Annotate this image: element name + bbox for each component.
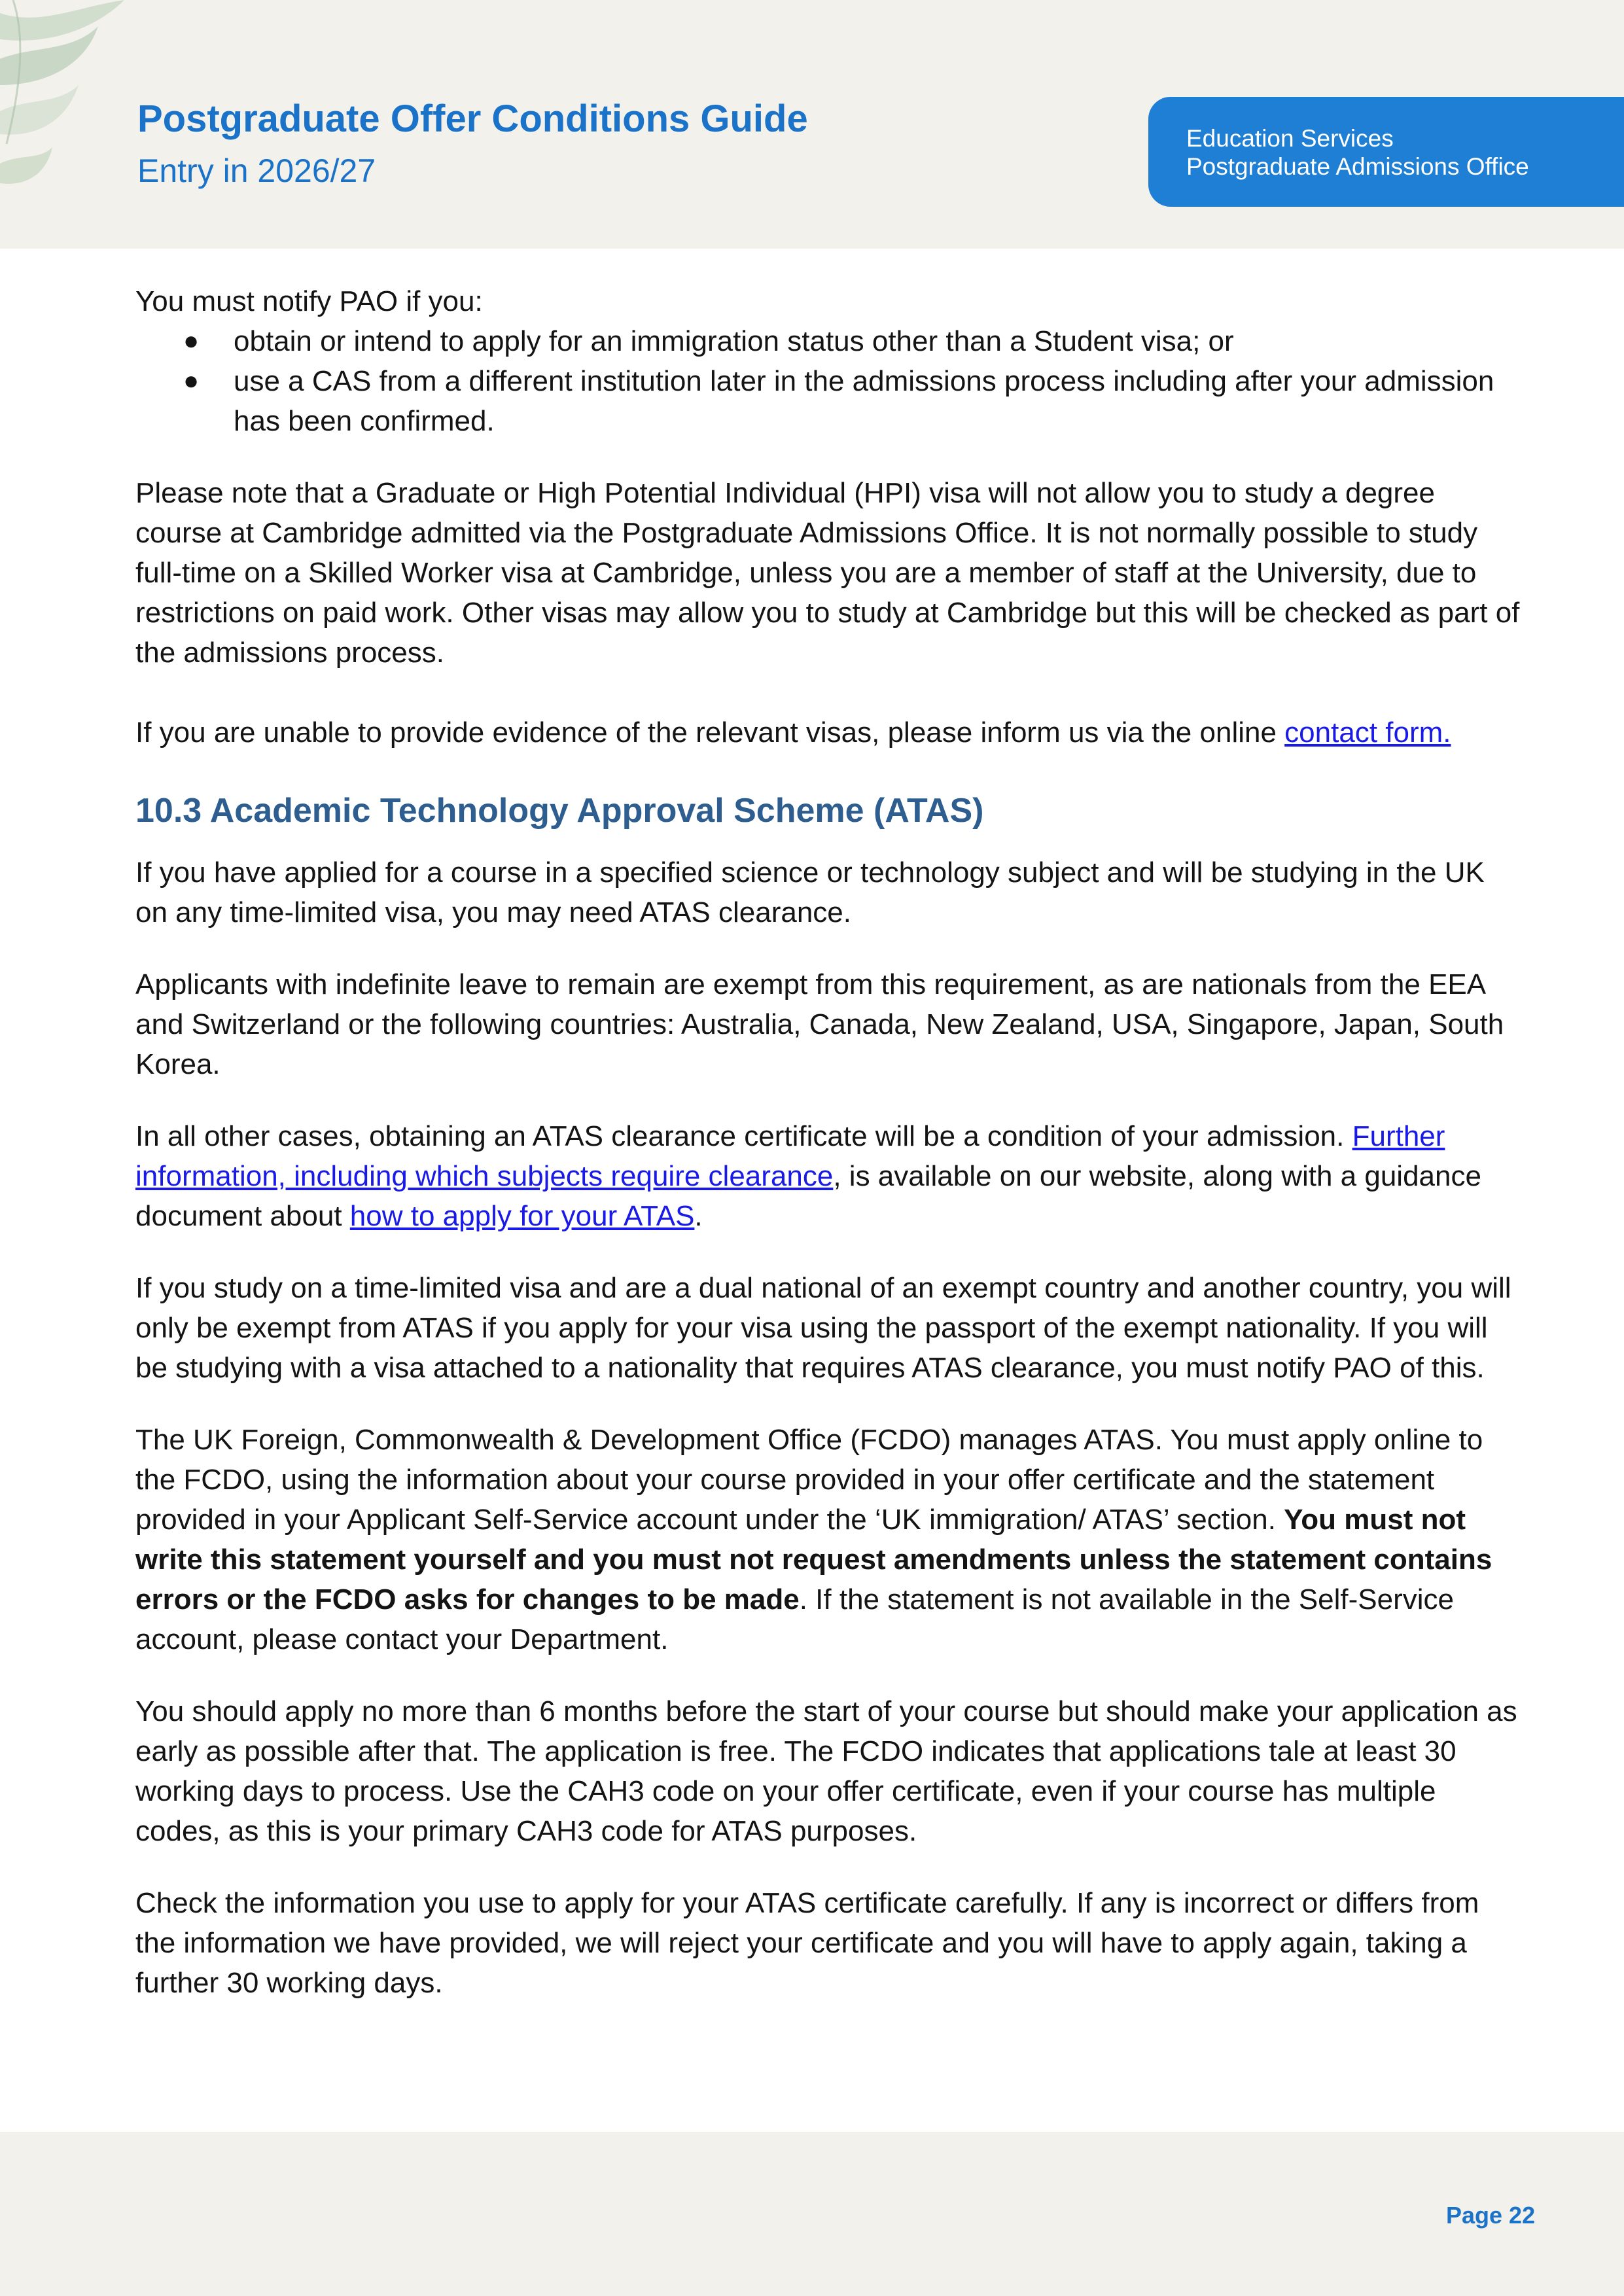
list-item-text: use a CAS from a different institution later in the admissions process including after your admission has been confirmed. — [234, 365, 1494, 437]
timing-paragraph: You should apply no more than 6 months before the start of your course but should make your application as early as possible after that. The application is free. The FCDO indicates that applications tale at least 30 working days to process. Use the CAH3 code on your offer certificate, even if your course has multiple codes, as this is your primary CAH3 code for ATAS purposes. — [135, 1695, 1517, 1847]
office-tab — [1148, 97, 1624, 207]
condition-paragraph — [135, 1116, 1523, 1236]
exemption-paragraph: Applicants with indefinite leave to remain are exempt from this requirement, as are nationals from the EEA and Switzerland or the following countries: Australia, Canada, New Zealand, USA, Singapore, Japan, South Korea. — [135, 968, 1504, 1080]
office-line-services: Education Services — [1186, 125, 1394, 152]
list-item-text: obtain or intend to apply for an immigration status other than a Student visa; or — [234, 325, 1234, 357]
evidence-text: If you are unable to provide evidence of the relevant visas, please inform us via the online — [135, 716, 1285, 749]
section-heading-atas: 10.3 Academic Technology Approval Scheme (ATAS) — [135, 792, 984, 830]
footer-band — [0, 2132, 1624, 2296]
bullet-icon: ● — [183, 327, 200, 355]
how-to-apply-link[interactable]: how to apply for your ATAS — [349, 1200, 695, 1232]
further-information-link[interactable]: Further information, including which subjects require clearance — [135, 1120, 1445, 1192]
fcdo-text: . If the statement is not available in the Self-Service account, please contact your Department. — [135, 1583, 1455, 1655]
dual-national-paragraph: If you study on a time-limited visa and are a dual national of an exempt country and another country, you will only be exempt from ATAS if you apply for your visa using the passport of the exempt nationality. If you will be studying with a visa attached to a nationality that requires ATAS clearance, you must notify PAO of this. — [135, 1272, 1511, 1384]
fcdo-bold-warning: You must not write this statement yourself and you must not request amendments unless the statement contains errors or the FCDO asks for changes to be made — [135, 1504, 1492, 1616]
condition-text: , is available on our website, along with a guidance document about — [135, 1160, 1481, 1232]
condition-text: . — [694, 1200, 703, 1232]
document-subtitle: Entry in 2026/27 — [137, 152, 376, 189]
evidence-paragraph — [135, 713, 1523, 752]
page-number: Page 22 — [1446, 2202, 1536, 2229]
visa-note-paragraph: Please note that a Graduate or High Potential Individual (HPI) visa will not allow you to study a degree course at Cambridge admitted via the Postgraduate Admissions Office. It is not normally possible to study full-time on a Skilled Worker visa at Cambridge, unless you are a member of staff at the University, due to restrictions on paid work. Other visas may allow you to study at Cambridge but this will be checked as part of the admissions process. — [135, 477, 1520, 669]
document-body — [135, 281, 1523, 2035]
document-title: Postgraduate Offer Conditions Guide — [137, 97, 808, 140]
atas-intro-paragraph: If you have applied for a course in a specified science or technology subject and will be studying in the UK on any time-limited visa, you may need ATAS clearance. — [135, 857, 1485, 928]
office-line-admissions: Postgraduate Admissions Office — [1186, 153, 1529, 180]
fcdo-paragraph — [135, 1420, 1523, 1659]
notify-intro: You must notify PAO if you: — [135, 285, 483, 317]
notify-list — [135, 321, 1523, 441]
fcdo-text: The UK Foreign, Commonwealth & Development Office (FCDO) manages ATAS. You must apply online to the FCDO, using the information about your course provided in your offer certificate and the statement provided in your Applicant Self-Service account under the ‘UK immigration/ ATAS’ section. — [135, 1424, 1483, 1536]
list-item — [135, 321, 1523, 361]
list-item — [135, 361, 1523, 441]
contact-form-link[interactable]: contact form. — [1284, 716, 1451, 749]
bullet-icon: ● — [183, 366, 200, 395]
check-paragraph: Check the information you use to apply for your ATAS certificate carefully. If any is incorrect or differs from the information we have provided, we will reject your certificate and you will have to apply again, taking a further 30 working days. — [135, 1887, 1479, 1999]
condition-text: In all other cases, obtaining an ATAS clearance certificate will be a condition of your admission. — [135, 1120, 1352, 1152]
header-band — [0, 0, 1624, 249]
